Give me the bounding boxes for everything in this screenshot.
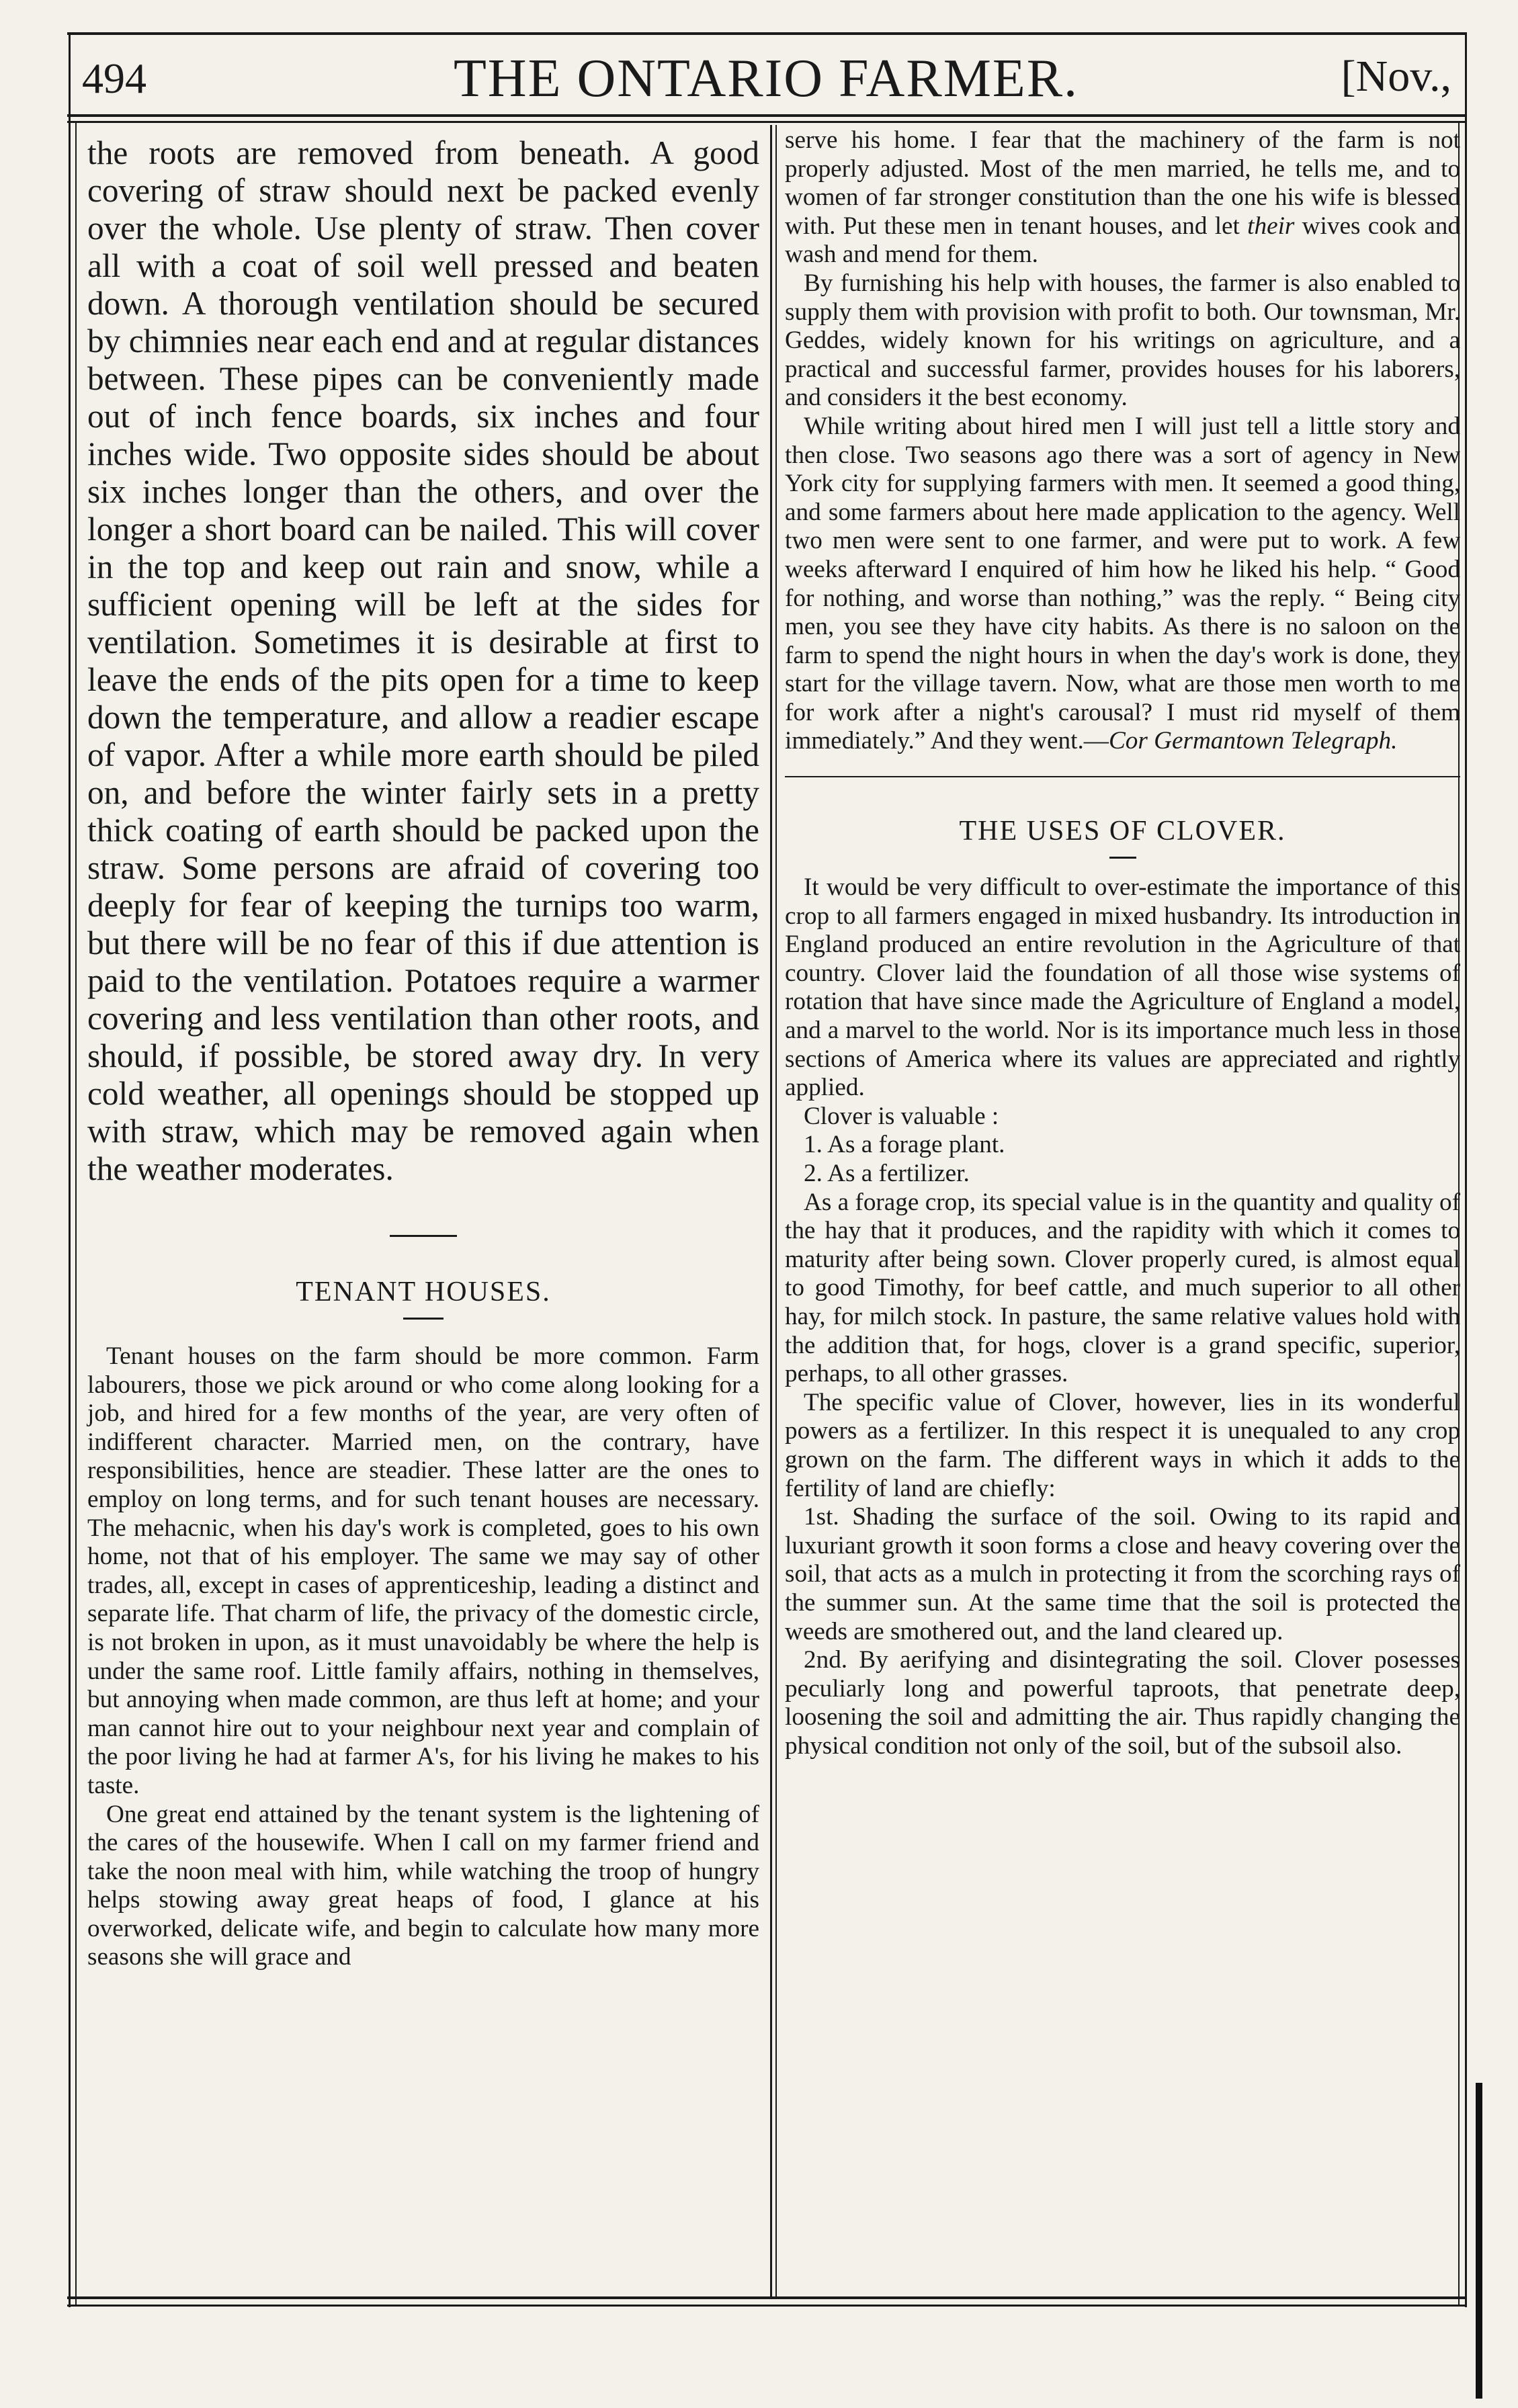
hired-help-paragraph-1 bbox=[785, 126, 1460, 269]
right-column bbox=[785, 126, 1460, 1760]
tenant-houses-heading: TENANT HOUSES. bbox=[296, 1277, 551, 1307]
frame-left-rule-1 bbox=[69, 32, 71, 2307]
tenant-paragraph-1: Tenant houses on the farm should be more common. Farm labourers, those we pick around or who come along looking for a job, and hired for a few months of the year, are very often of indifferent character. Married men, on the contrary, have responsibilities, hence are steadier. These latter are the ones to employ on long terms, and for such tenant houses are necessary. The mehacnic, when his day's work is completed, goes to his own home, not that of his employer. The same we may say of other trades, all, except in cases of apprenticeship, leading a distinct and separate life. That charm of life, the privacy of the domestic circle, is not broken in upon, as it must unavoidably be where the help is under the same roof. Little family affairs, nothing in themselves, but annoying when made common, are thus left at home; and your man cannot hire out to your neighbour next year and complain of the poor living he had at farmer A's, for his living he makes to his taste. bbox=[87, 1342, 759, 1799]
p1-text-a: serve his home. I fear that the machinery of the farm is not properly adjusted. Most of the men married, he tells me, and to women of far stronger constitution than the one his wife is blessed with. Put these men in tenant houses, and let bbox=[785, 126, 1460, 240]
frame-right-rule-1 bbox=[1465, 32, 1467, 2307]
section-rule bbox=[785, 776, 1460, 777]
column-divider-2 bbox=[775, 125, 777, 2296]
tenant-paragraph-2: One great end attained by the tenant system is the lightening of the cares of the housewife. When I call on my farmer friend and take the noon meal with him, while watching the troop of hungry helps stowing away great heaps of food, I glance at his overworked, delicate wife, and begin to calculate how many more seasons she will grace and bbox=[87, 1800, 759, 1971]
clover-list-item-1: 1. As a forage plant. bbox=[804, 1131, 1005, 1159]
clover-valuable-line: Clover is valuable : bbox=[804, 1102, 999, 1130]
publication-title: THE ONTARIO FARMER. bbox=[453, 49, 1079, 108]
hired-help-paragraph-2: By furnishing his help with houses, the farmer is also enabled to supply them with provision with profit to both. Our townsman, Mr. Geddes, widely known for his writings on agriculture, and a practical and successful farmer, provides houses for his laborers, and considers it the best economy. bbox=[785, 269, 1460, 412]
p3-text: While writing about hired men I will just tell a little story and then close. Two seasons ago there was a sort of agency in New York city for supplying farmers with men. It seemed a good thing, and some farmers about here made application to the agency. Well two men were sent to one farmer, and were put to work. A few weeks afterward I enquired of him how he liked his help. “ Good for nothing, and worse than nothing,” was the reply. “ Being city men, you see they have city habits. As there is no saloon on the farm to spend the night hours in when the day's work is done, they start for the village tavern. Now, what are those men worth to me for work after a night's carousal? I must rid myself of them immediately.” And they went.— bbox=[785, 412, 1460, 755]
issue-month: [Nov., bbox=[1341, 52, 1451, 101]
p1-emphasis: their bbox=[1247, 212, 1295, 240]
clover-list-item-2: 2. As a fertilizer. bbox=[804, 1160, 970, 1187]
header-rule-2 bbox=[67, 121, 1465, 123]
clover-paragraph-1: It would be very difficult to over-estimate the importance of this crop to all farmers engaged in mixed husbandry. Its introduction in England produced an entire revolution in the Agriculture of that country. Clover laid the foundation of all those wise systems of rotation that have since made the Agriculture of England a model, and a marvel to the world. Nor is its importance much less in those sections of America where its values are appreciated and rightly applied. bbox=[785, 873, 1460, 1102]
left-column bbox=[87, 134, 759, 1972]
heading-underline bbox=[403, 1318, 444, 1320]
frame-bottom-rule-1 bbox=[67, 2296, 1465, 2299]
section-rule bbox=[390, 1235, 457, 1237]
clover-paragraph-4: 1st. Shading the surface of the soil. Owing to its rapid and luxuriant growth it soon forms a close and heavy covering over the soil, that acts as a mulch in protecting it from the scorching rays of the summer sun. At the same time that the soil is protected the weeds are smothered out, and the land cleared up. bbox=[785, 1503, 1460, 1645]
frame-bottom-rule-2 bbox=[67, 2305, 1465, 2307]
clover-paragraph-5: 2nd. By aerifying and disintegrating the soil. Clover posesses peculiarly long and powerful taproots, that penetrate deep, loosening the soil and admitting the air. Thus rapidly changing the physical condition not only of the soil, but of the subsoil also. bbox=[785, 1646, 1460, 1760]
p3-source: Cor Germantown Telegraph. bbox=[1108, 727, 1398, 755]
page-edge-shadow bbox=[1476, 2083, 1482, 2399]
column-divider-1 bbox=[770, 125, 772, 2296]
frame-left-rule-2 bbox=[75, 121, 77, 2306]
hired-help-paragraph-3 bbox=[785, 413, 1460, 756]
clover-heading: THE USES OF CLOVER. bbox=[959, 816, 1286, 847]
root-storage-paragraph: the roots are removed from beneath. A good covering of straw should next be packed evenly over the whole. Use plenty of straw. Then cover all with a coat of soil well pressed and beaten down. A thorough ventilation should be secured by chimnies near each end and at regular distances between. These pipes can be conveniently made out of inch fence boards, six inches and four inches wide. Two opposite sides should be about six inches longer than the others, and over the longer a short board can be nailed. This will cover in the top and keep out rain and snow, while a sufficient opening will be left at the sides for ventilation. Sometimes it is desirable at first to leave the ends of the pits open for a time to keep down the temperature, and allow a readier escape of vapor. After a while more earth should be piled on, and before the winter fairly sets in a pretty thick coating of earth should be packed upon the straw. Some persons are afraid of covering too deeply for fear of keeping the turnips too warm, but there will be no fear of this if due attention is paid to the ventilation. Potatoes require a warmer covering and less ventilation than other roots, and should, if possible, be stored away dry. In very cold weather, all openings should be stopped up with straw, which may be removed again when the weather moderates. bbox=[87, 134, 759, 1187]
p1-text-b: wives cook and wash and mend for them. bbox=[785, 212, 1460, 269]
clover-paragraph-3: The specific value of Clover, however, lies in its wonderful powers as a fertilizer. In this respect it is unequaled to any crop grown on the farm. The different ways in which it adds to the fertility of land are chiefly: bbox=[785, 1388, 1460, 1502]
header-rule-1 bbox=[67, 114, 1465, 117]
page-number: 494 bbox=[82, 54, 146, 102]
frame-top-rule bbox=[67, 32, 1465, 35]
heading-underline bbox=[1109, 857, 1136, 859]
clover-paragraph-2: As a forage crop, its special value is in the quantity and quality of the hay that it produces, and the rapidity with which it comes to maturity after being sown. Clover properly cured, is almost equal to good Timothy, for beef cattle, and much superior to all other hay, for milch stock. In pasture, the same relative values hold with the addition that, for hogs, clover is a grand specific, superior, perhaps, to all other grasses. bbox=[785, 1188, 1460, 1388]
page-header bbox=[74, 40, 1458, 114]
